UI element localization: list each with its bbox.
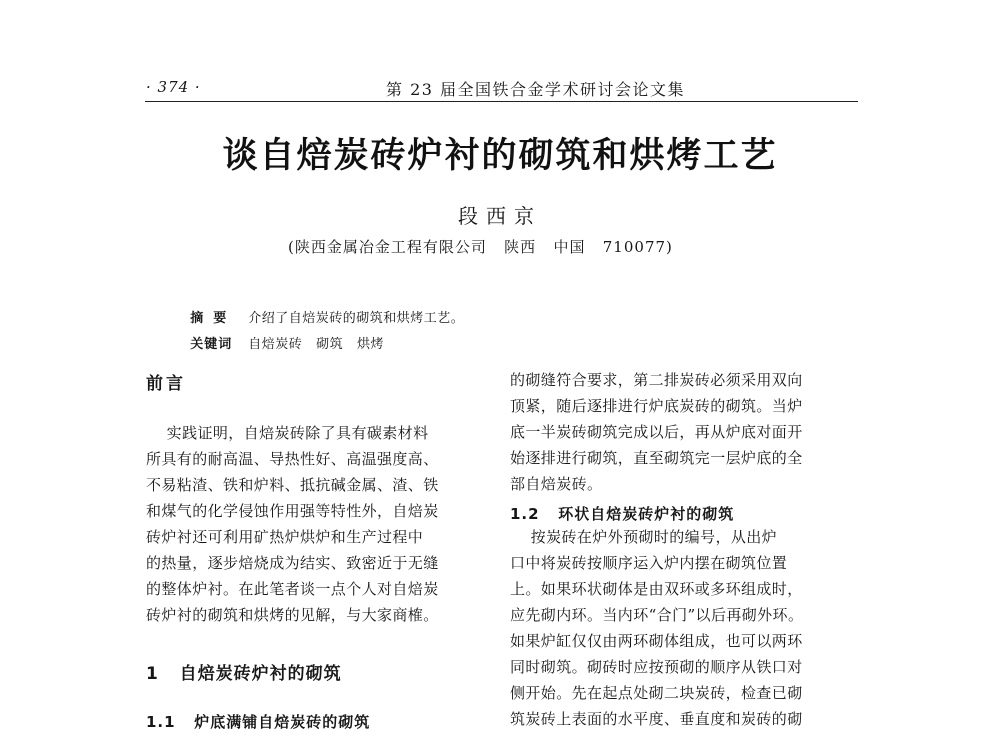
- paper-title: 谈自焙炭砖炉衬的砌筑和烘烤工艺: [222, 136, 778, 176]
- subsection-heading-1-1: 1.1 炉底满铺自焙炭砖的砌筑: [146, 713, 371, 731]
- right-column-line: 如果炉缸仅仅由两环砌体组成，也可以两环: [510, 632, 803, 650]
- right-column-line: 顶紧，随后逐排进行炉底炭砖的砌筑。当炉: [510, 397, 803, 415]
- right-column-line: 应先砌内环。当内环“合门”以后再砌外环。: [510, 606, 804, 624]
- right-column-line: 底一半炭砖砌筑完成以后，再从炉底对面开: [510, 423, 803, 441]
- affiliation: (陕西金属冶金工程有限公司 陕西 中国 710077): [288, 238, 673, 256]
- header-rule: [145, 101, 858, 102]
- page-number: · 374 ·: [146, 78, 201, 96]
- right-column-line: 筑炭砖上表面的水平度、垂直度和炭砖的砌: [510, 710, 803, 728]
- right-column-line: 上。如果环状砌体是由双环或多环组成时，: [510, 580, 803, 598]
- right-column-line: 按炭砖在炉外预砌时的编号，从出炉: [510, 528, 778, 546]
- abstract-text: 介绍了自焙炭砖的砌筑和烘烤工艺。: [248, 311, 465, 326]
- author-name: 段西京: [458, 204, 542, 228]
- left-column-line: 和煤气的化学侵蚀作用强等特性外，自焙炭: [146, 502, 439, 520]
- left-column-line: 的整体炉衬。在此笔者谈一点个人对自焙炭: [146, 580, 439, 598]
- right-column-line: 同时砌筑。砌砖时应按预砌的顺序从铁口对: [510, 658, 803, 676]
- subsection-heading-1-2: 1.2 环状自焙炭砖炉衬的砌筑: [510, 505, 735, 523]
- section-heading-1: 1 自焙炭砖炉衬的砌筑: [146, 664, 342, 684]
- keywords-label: 关键词: [190, 337, 233, 352]
- right-column-line: 始逐排进行砌筑，直至砌筑完一层炉底的全: [510, 449, 803, 467]
- right-column-line: 部自焙炭砖。: [510, 475, 603, 493]
- left-column-line: 所具有的耐高温、导热性好、高温强度高、: [146, 450, 439, 468]
- keywords-text: 自焙炭砖 砌筑 烘烤: [248, 337, 385, 352]
- abstract-label: 摘要: [190, 311, 237, 326]
- left-column-line: 砖炉衬的砌筑和烘烤的见解，与大家商榷。: [146, 606, 439, 624]
- section-heading-preface: 前言: [146, 374, 186, 394]
- left-column-line: 砖炉衬还可利用矿热炉烘炉和生产过程中: [146, 528, 424, 546]
- left-column-line: 实践证明，自焙炭砖除了具有碳素材料: [146, 424, 429, 442]
- running-header: 第 23 届全国铁合金学术研讨会论文集: [386, 80, 686, 99]
- right-column-line: 口中将炭砖按顺序运入炉内摆在砌筑位置: [510, 554, 788, 572]
- left-column-line: 的热量，逐步焙烧成为结实、致密近于无缝: [146, 554, 439, 572]
- right-column-line: 的砌缝符合要求，第二排炭砖必须采用双向: [510, 371, 803, 389]
- left-column-line: 不易粘渣、铁和炉料、抵抗碱金属、渣、铁: [146, 476, 439, 494]
- keywords-row: [181, 318, 384, 352]
- right-column-line: 侧开始。先在起点处砌二块炭砖，检查已砌: [510, 684, 803, 702]
